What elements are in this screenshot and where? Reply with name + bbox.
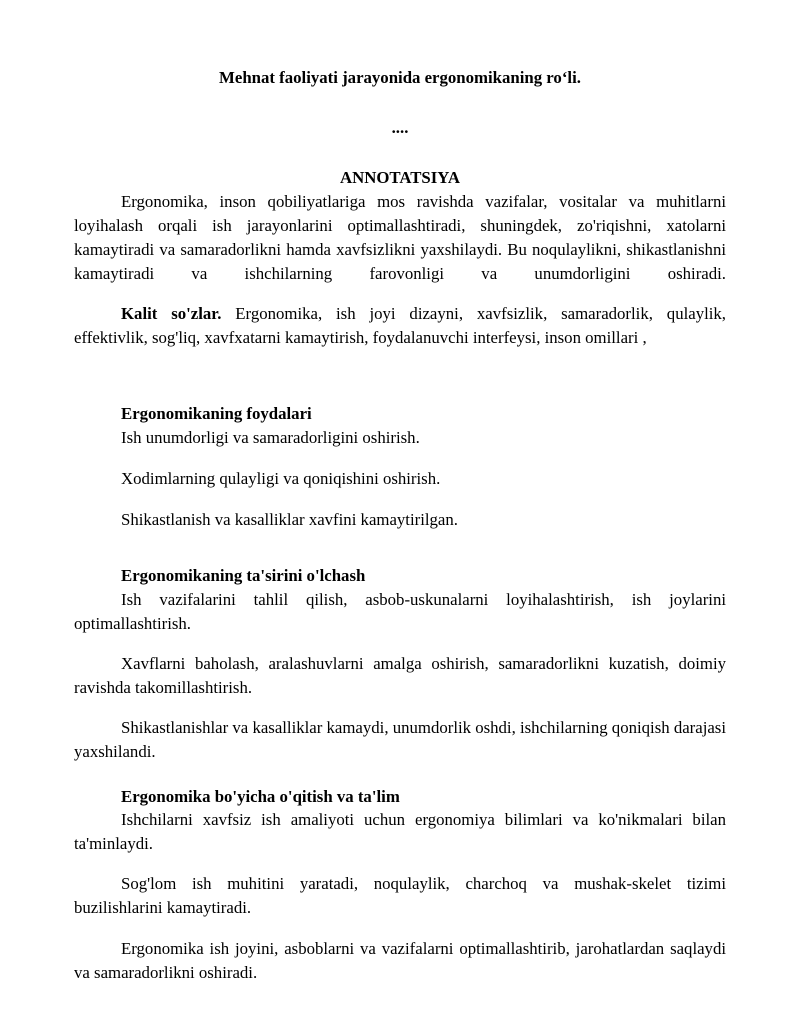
list-item: Shikastlanishlar va kasalliklar kamaydi, unumdorlik oshdi, ishchilarning qoniqish darajasi yaxshilandi. xyxy=(74,718,726,761)
list-item: Shikastlanish va kasalliklar xavfini kamaytirilgan. xyxy=(121,510,458,529)
list-item: Ishchilarni xavfsiz ish amaliyoti uchun ergonomiya bilimlari va ko'nikmalari bilan ta'minlaydi. xyxy=(74,810,726,853)
title-dots: .... xyxy=(391,118,409,137)
section-heading-training: Ergonomika bo'yicha o'qitish va ta'lim xyxy=(121,787,400,806)
keywords-label: Kalit so'zlar. xyxy=(121,304,222,323)
list-item: Ish unumdorligi va samaradorligini oshirish. xyxy=(121,428,420,447)
annotation-heading: ANNOTATSIYA xyxy=(340,168,460,187)
section-heading-impact: Ergonomikaning ta'sirini o'lchash xyxy=(121,566,366,585)
section-heading-benefits: Ergonomikaning foydalari xyxy=(121,404,312,423)
document-title: Mehnat faoliyati jarayonida ergonomikaning ro‘li. xyxy=(219,68,581,87)
list-item: Xavflarni baholash, aralashuvlarni amalga oshirish, samaradorlikni kuzatish, doimiy ravishda takomillashtirish. xyxy=(74,654,726,697)
list-item: Sog'lom ish muhitini yaratadi, noqulaylik, charchoq va mushak-skelet tizimi buzilishlarini kamaytiradi. xyxy=(74,874,726,917)
list-item: Ish vazifalarini tahlil qilish, asbob-uskunalarni loyihalashtirish, ish joylarini optimallashtirish. xyxy=(74,590,726,633)
annotation-paragraph: Ergonomika, inson qobiliyatlariga mos ravishda vazifalar, vositalar va muhitlarni loyihalash orqali ish jarayonlarini optimallashtiradi, shuningdek, zo'riqishni, xatolarni kamaytiradi va samaradorlikni hamda xavfsizlikni yaxshilaydi. Bu noqulaylikni, shikastlanishni kamaytiradi va ishchilarning farovonligi va unumdorligini oshiradi. xyxy=(74,192,726,283)
keywords-text: Ergonomika, ish joyi dizayni, xavfsizlik, samaradorlik, qulaylik, effektivlik, sog'liq, xavfxatarni kamaytirish, foydalanuvchi interfeysi, inson omillari , xyxy=(74,304,726,347)
list-item: Xodimlarning qulayligi va qoniqishini oshirish. xyxy=(121,469,441,488)
keywords-paragraph xyxy=(74,302,726,350)
list-item: Ergonomika ish joyini, asboblarni va vazifalarni optimallashtirib, jarohatlardan saqlaydi va samaradorlikni oshiradi. xyxy=(74,939,726,982)
